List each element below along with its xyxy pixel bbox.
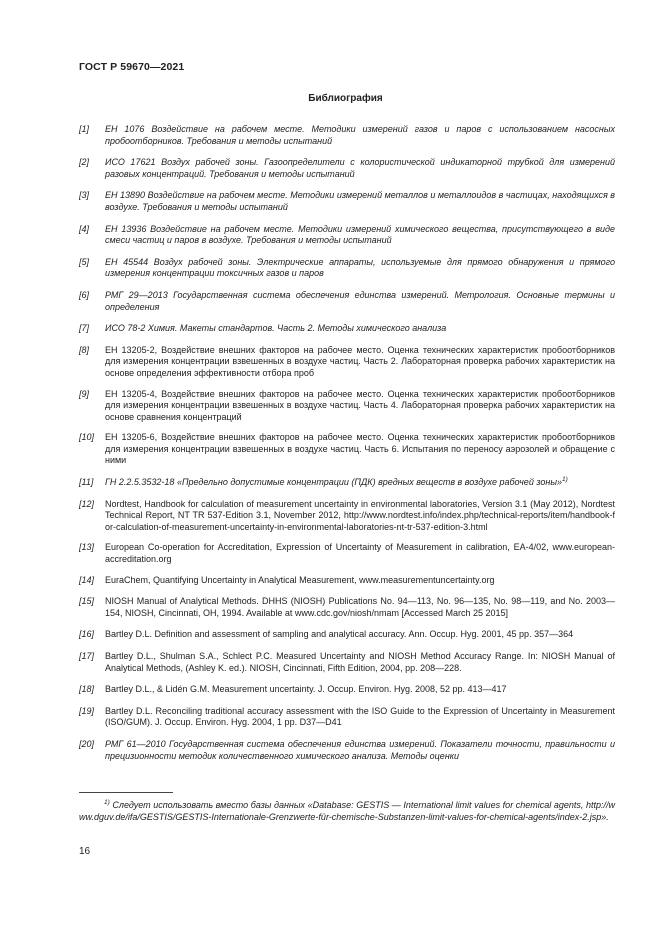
- reference-item: [79, 499, 615, 534]
- footnote-marker: 1): [104, 799, 110, 806]
- reference-item: [79, 684, 615, 696]
- bibliography-title: Библиография: [308, 93, 383, 104]
- reference-number: [14]: [79, 574, 95, 585]
- reference-text: РМГ 61—2010 Государственная система обеспечения единства измерений. Показатели точности, правильности и прецизионности методик количественного химического анализа. Методы оценки: [105, 738, 615, 761]
- reference-text: ЕН 13205-6, Воздействие внешних факторов на рабочее место. Оценка технических характеристик пробоотборников для измерения концентрации взвешенных в воздухе частиц. Часть 6. Испытания по переносу аэрозолей и обращение с ними: [105, 432, 615, 466]
- footnote-ref: 1): [562, 476, 568, 484]
- reference-text: ИСО 17621 Воздух рабочей зоны. Газоопределители с колористической индикаторной трубкой для измерений разовых концентраций. Требования и методы испытаний: [105, 157, 615, 179]
- reference-text: ЕН 13205-4, Воздействие внешних факторов на рабочее место. Оценка технических характеристик пробоотборников для измерения концентрации взвешенных в воздухе частиц. Часть 4. Лабораторная проверка рабочих характеристик на основе сравнения концентраций: [105, 388, 615, 422]
- reference-item: [79, 190, 615, 213]
- reference-item: [79, 575, 615, 587]
- reference-number: [5]: [79, 256, 90, 267]
- standard-designation: ГОСТ Р 59670—2021: [79, 61, 185, 73]
- footnote-text: Следует использовать вместо базы данных «Database: GESTIS — International limit values for chemical agents, http://www.dguv.de/ifa/GESTIS/GESTIS-Internationale-Grenzwerte-für-chemische-Substanzen-limit-values-for-chemical-agents/index-2.jsp».: [79, 800, 615, 822]
- reference-item: [79, 542, 615, 565]
- reference-number: [19]: [79, 705, 95, 716]
- reference-item: [79, 739, 615, 762]
- reference-text: ЕН 45544 Воздух рабочей зоны. Электрические аппараты, используемые для прямого обнаружения и прямого измерения концентрации токсичных газов и паров: [105, 256, 615, 279]
- reference-item: [79, 629, 615, 641]
- reference-number: [10]: [79, 432, 95, 443]
- reference-number: [18]: [79, 684, 95, 695]
- reference-number: [11]: [79, 477, 94, 488]
- reference-number: [13]: [79, 542, 95, 553]
- page-number: 16: [79, 846, 91, 857]
- reference-text: Nordtest, Handbook for calculation of measurement uncertainty in environmental laboratories, Version 3.1 (May 2012), Nordtest Technical Report, NT TR 537-Edition 3.1, November 2012, http://www.nordtest.info/index.php/technical-reports/item/handbook-for-calculation-of-measurement-uncertainty-in-environmental-laboratories-nt-tr-537-edition-3.html: [105, 498, 615, 532]
- reference-text: Bartley D.L., Shulman S.A., Schlect P.C. Measured Uncertainty and NIOSH Method Accuracy Range. In: NIOSH Manual of Analytical Methods, (Ashley K. ed.). NIOSH, Cincinnati, Fifth Edition, 2004, pp. 208—228.: [105, 651, 615, 673]
- reference-number: [7]: [79, 323, 90, 334]
- bibliography-list: [79, 124, 615, 762]
- reference-number: [3]: [79, 190, 90, 201]
- reference-text: Bartley D.L. Reconciling traditional accuracy assessment with the ISO Guide to the Expression of Uncertainty in Measurement (ISO/GUM). J. Occup. Environ. Hyg. 2004, 1 pp. D37—D41: [105, 705, 615, 728]
- reference-item: [79, 389, 615, 424]
- reference-number: [20]: [79, 738, 95, 749]
- reference-number: [6]: [79, 289, 90, 300]
- reference-item: [79, 290, 615, 313]
- reference-text: Bartley D.L., & Lidén G.M. Measurement uncertainty. J. Occup. Environ. Hyg. 2008, 52 pp. 413—417: [105, 684, 507, 695]
- reference-text: ЕН 13205-2, Воздействие внешних факторов на рабочее место. Оценка технических характеристик пробоотборников для измерения концентрации взвешенных в воздухе частиц. Часть 2. Лабораторная проверка рабочих характеристик на основе определения эффективности отбора проб: [105, 344, 615, 378]
- reference-number: [9]: [79, 388, 90, 399]
- reference-text: ГН 2.2.5.3532-18 «Предельно допустимые концентрации (ПДК) вредных веществ в воздухе рабочей зоны»: [105, 477, 562, 488]
- reference-text: ЕН 13890 Воздействие на рабочем месте. Методики измерений металлов и металлоидов в частицах, находящихся в воздухе. Требования и методы испытаний: [105, 190, 615, 212]
- reference-item: [79, 651, 615, 674]
- reference-text: ИСО 78-2 Химия. Макеты стандартов. Часть 2. Методы химического анализа: [105, 323, 447, 334]
- reference-item: [79, 596, 615, 619]
- reference-item: [79, 323, 615, 335]
- reference-text: ЕН 13936 Воздействие на рабочем месте. Методики измерений химического вещества, присутствующего в виде смеси частиц и паров в воздухе. Требования и методы испытаний: [105, 223, 615, 246]
- reference-item: [79, 157, 615, 180]
- reference-item: [79, 224, 615, 247]
- reference-item: [79, 432, 615, 467]
- reference-text: EuraChem, Quantifying Uncertainty in Analytical Measurement, www.measurementuncertainty.org: [105, 574, 495, 585]
- reference-item: [79, 477, 615, 489]
- reference-number: [4]: [79, 223, 90, 234]
- reference-text: European Co-operation for Accreditation, Expression of Uncertainty of Measurement in calibration, EA-4/02, www.european-accreditation.org: [105, 542, 615, 565]
- reference-item: [79, 345, 615, 380]
- reference-number: [12]: [79, 498, 95, 509]
- reference-text: ЕН 1076 Воздействие на рабочем месте. Методики измерений газов и паров с использованием насосных пробоотборников. Требования и методы испытаний: [105, 124, 615, 146]
- footnote: [79, 799, 615, 823]
- footnote-divider: [79, 792, 173, 793]
- reference-item: [79, 706, 615, 729]
- reference-number: [17]: [79, 651, 95, 661]
- reference-number: [16]: [79, 629, 95, 640]
- reference-text: NIOSH Manual of Analytical Methods. DHHS (NIOSH) Publications No. 94—113, No. 96—135, No. 98—119, and No. 2003—154, NIOSH, Cincinnati, OH, 1994. Available at www.cdc.gov/niosh/nmam [Accessed March 25 2015]: [105, 596, 615, 618]
- reference-item: [79, 124, 615, 147]
- reference-text: РМГ 29—2013 Государственная система обеспечения единства измерений. Метрология. Основные термины и определения: [105, 289, 615, 312]
- reference-number: [1]: [79, 124, 90, 134]
- reference-number: [8]: [79, 344, 90, 355]
- reference-number: [2]: [79, 157, 90, 168]
- reference-text: Bartley D.L. Definition and assessment of sampling and analytical accuracy. Ann. Occup. Hyg. 2001, 45 pp. 357—364: [105, 629, 574, 640]
- reference-number: [15]: [79, 596, 95, 607]
- reference-item: [79, 257, 615, 280]
